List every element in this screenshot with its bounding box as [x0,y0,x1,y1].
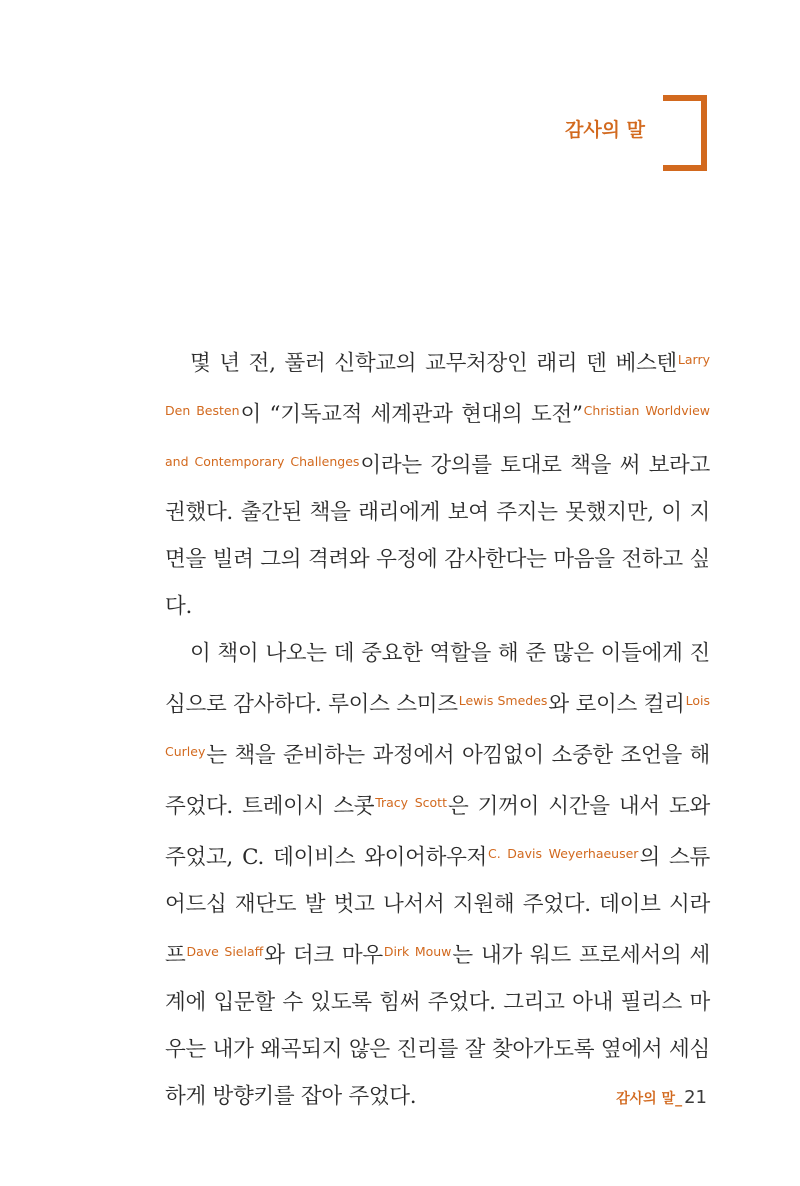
page-footer [616,1087,707,1108]
text-run: 이 책이 나오는 데 중요한 역할을 해 준 많은 이들에게 진심으로 감사하다. 루이스 스미즈 [165,641,710,717]
english-gloss: Dave Sielaff [186,944,264,959]
english-gloss: Dirk Mouw [383,944,452,959]
running-title: 감사의 말_ [616,1091,683,1107]
bracket-ornament [663,95,707,171]
text-run: 이 “기독교적 세계관과 현대의 도전” [240,402,583,427]
text-run: 의 스튜어드십 재단도 발 벗고 나서서 지원해 주었다. 데이브 시라프 [165,845,710,968]
text-run: 는 내가 워드 프로세서의 세계에 입문할 수 있도록 힘써 주었다. 그리고 아내 필리스 마우는 내가 왜곡되지 않은 진리를 잘 찾아가도록 옆에서 세심하게 방향키를 잡아 주었다. [165,943,710,1109]
english-gloss: Christian Worldview and Contemporary Challenges [165,403,710,469]
english-gloss: Lewis Smedes [458,693,548,708]
paragraph [165,630,710,1120]
english-gloss: Tracy Scott [375,795,447,810]
text-run: 이라는 강의를 토대로 책을 써 보라고 권했다. 출간된 책을 래리에게 보여 주지는 못했지만, 이 지면을 빌려 그의 격려와 우정에 감사한다는 마음을 전하고 싶다. [165,453,710,619]
chapter-title: 감사의 말 [564,118,645,141]
paragraph [165,336,710,630]
text-run: 와 로이스 컬리 [548,692,685,717]
english-gloss: Larry Den Besten [165,352,710,418]
text-run: 몇 년 전, 풀러 신학교의 교무처장인 래리 덴 베스텐 [190,351,677,376]
text-run: 와 더크 마우 [264,943,383,968]
body-text [165,336,710,1120]
text-run: 은 기꺼이 시간을 내서 도와주었고, C. 데이비스 와이어하우저 [165,794,710,870]
text-run: 는 책을 준비하는 과정에서 아낌없이 소중한 조언을 해 주었다. 트레이시 스콧 [165,743,710,819]
english-gloss: C. Davis Weyerhaeuser [488,846,639,861]
chapter-header [565,93,707,173]
page-number: 21 [684,1087,707,1108]
english-gloss: Lois Curley [165,693,710,759]
